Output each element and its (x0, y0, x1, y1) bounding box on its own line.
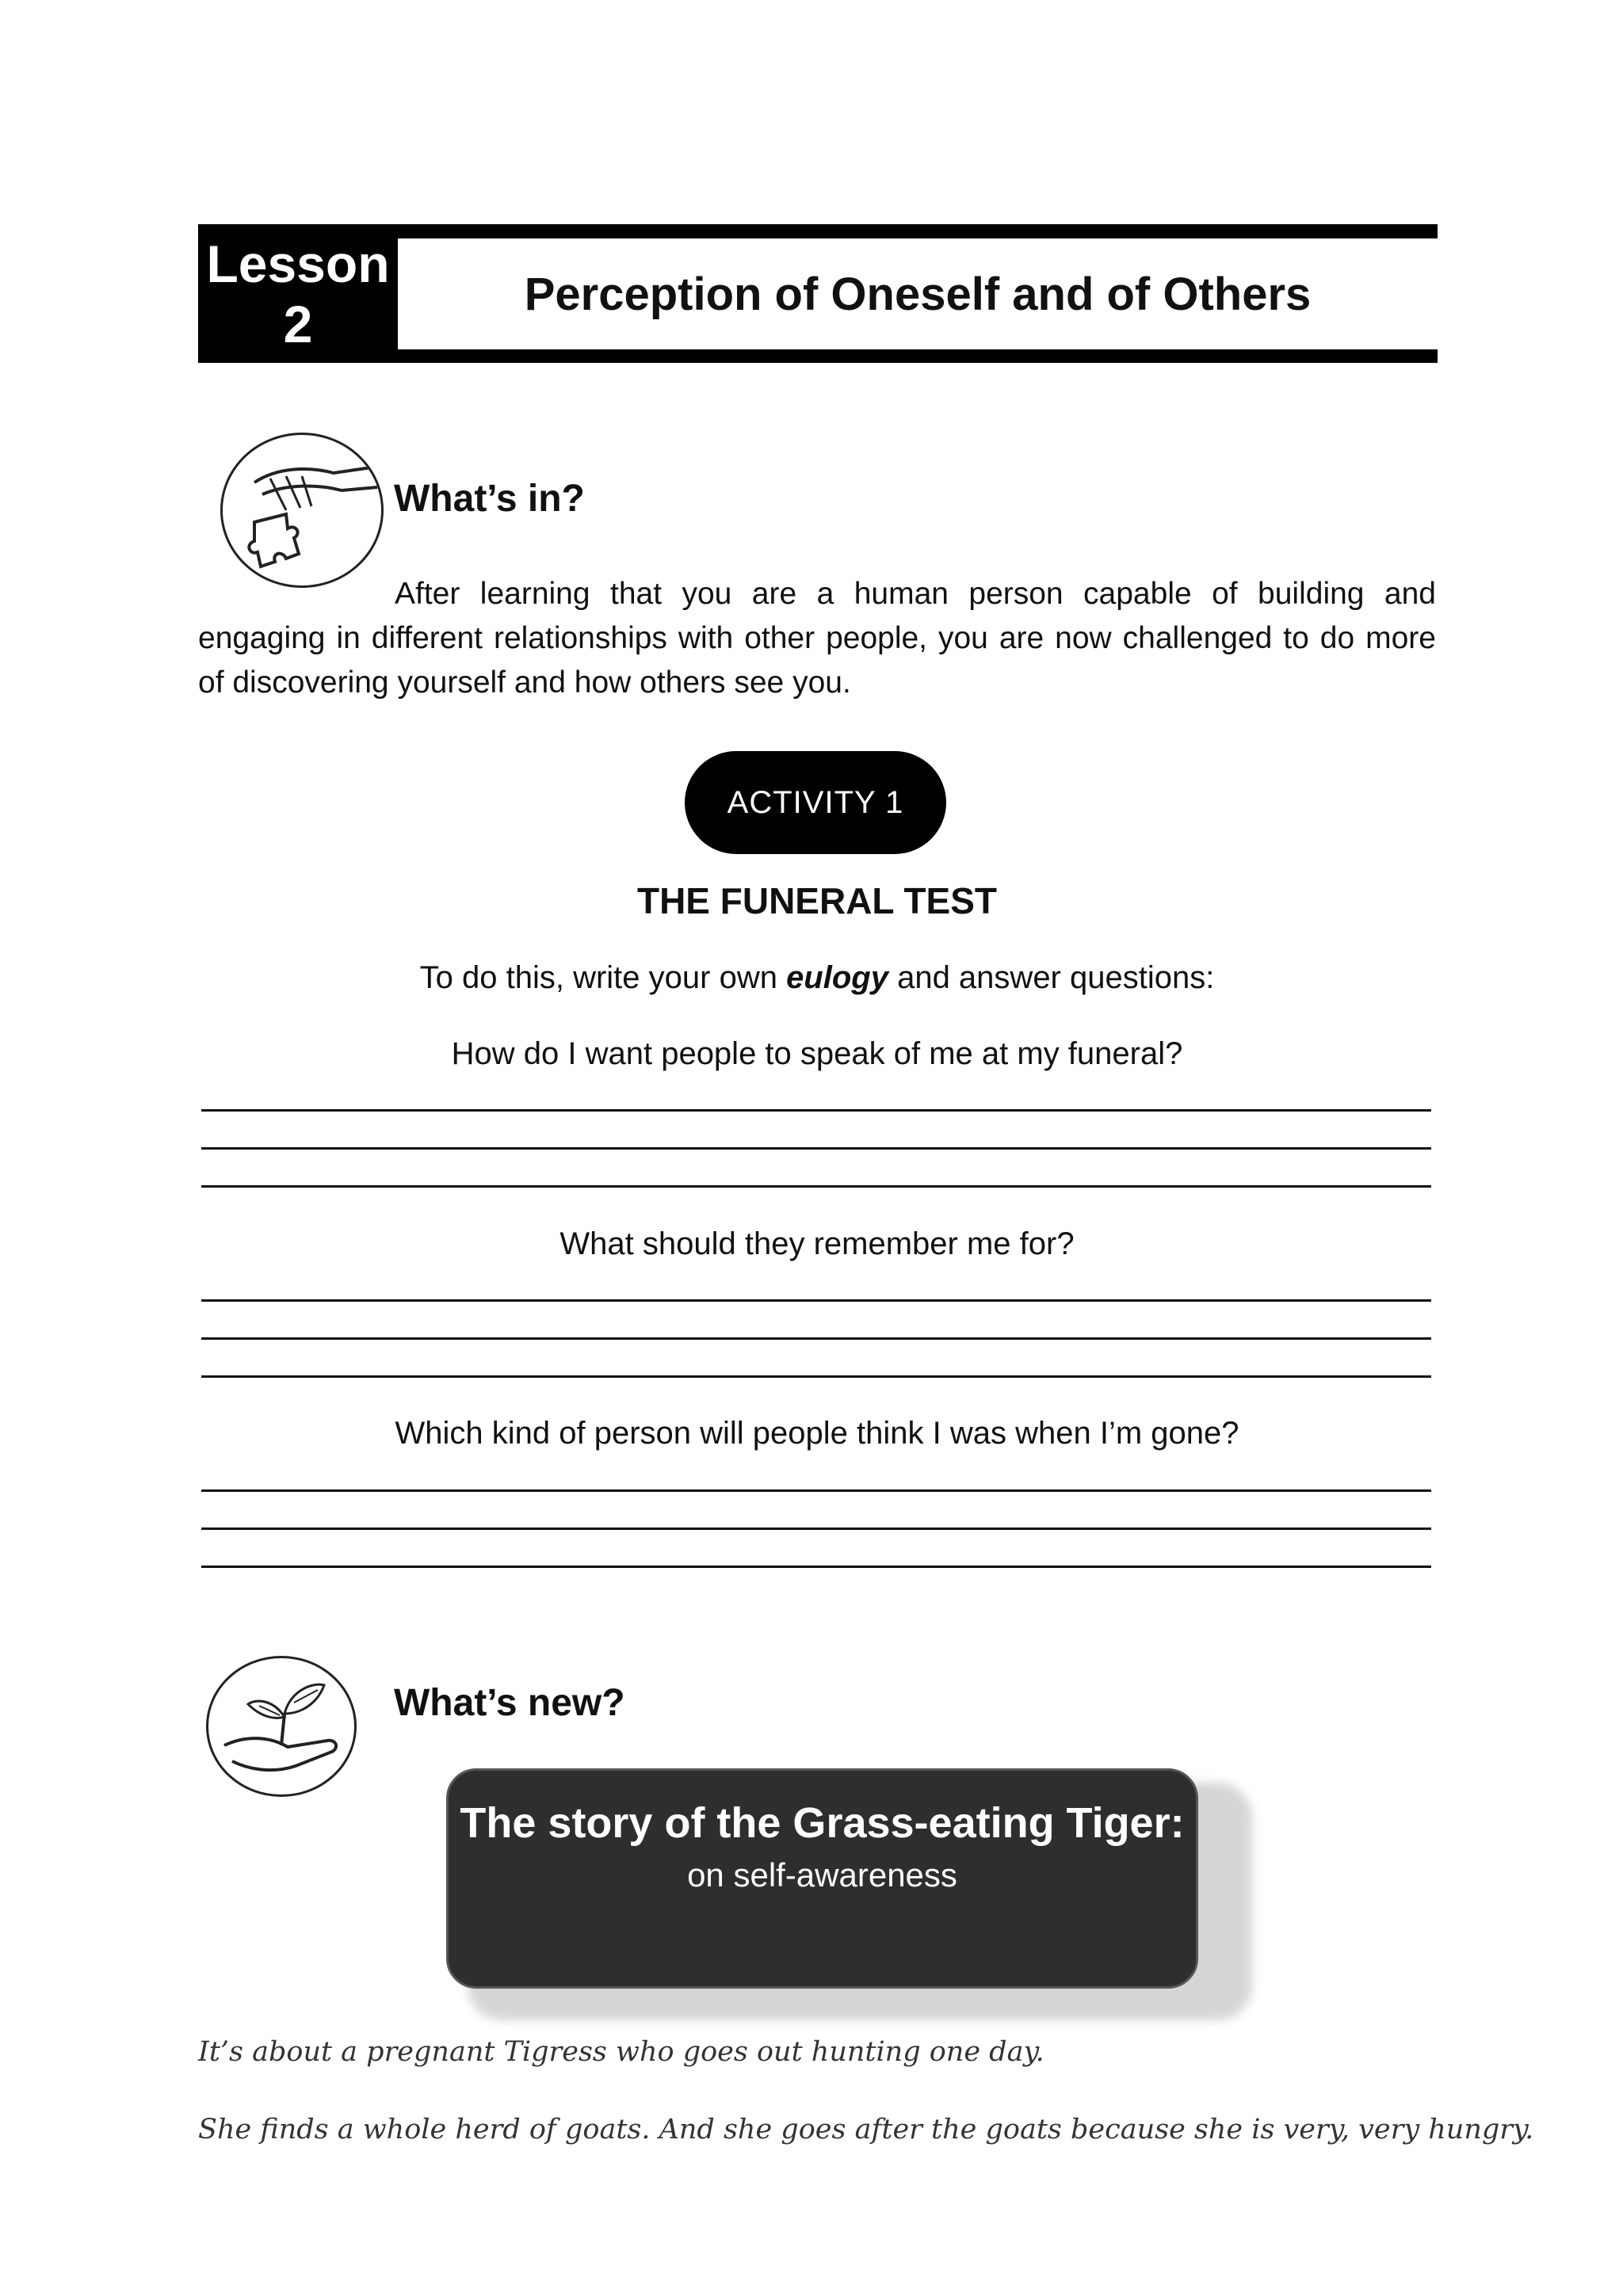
answer-line[interactable] (201, 1147, 1431, 1150)
whats-in-paragraph: After learning that you are a human person capable of building and engaging in different relationships with other people, you are now challenged to do more of discovering yourself and how others see you. (198, 577, 1436, 700)
activity-instruction (198, 960, 1436, 996)
story-title: The story of the Grass-eating Tiger: (460, 1799, 1185, 1847)
story-subtitle: on self-awareness (687, 1856, 957, 1894)
question-2: What should they remember me for? (559, 1226, 1075, 1261)
answer-line[interactable] (201, 1299, 1431, 1302)
activity-title: THE FUNERAL TEST (636, 880, 998, 921)
lesson-title: Perception of Oneself and of Others (524, 268, 1312, 320)
answer-line[interactable] (201, 1375, 1431, 1378)
lesson-label: Lesson (206, 234, 390, 293)
story-title-box (446, 1768, 1198, 1989)
question-3: Which kind of person will people think I was when I’m gone? (395, 1416, 1239, 1451)
lesson-number-badge (198, 224, 398, 363)
instruction-text-end: and answer questions: (888, 960, 1215, 995)
answer-line[interactable] (201, 1185, 1431, 1188)
instruction-text: To do this, write your own (419, 960, 787, 995)
activity-badge: ACTIVITY 1 (685, 751, 946, 854)
hand-sprout-icon (206, 1656, 357, 1797)
title-bottom-rule (398, 349, 1438, 363)
title-top-rule (398, 224, 1438, 238)
story-line-1: It’s about a pregnant Tigress who goes out hunting one day. (198, 2036, 1044, 2068)
story-line-2: She finds a whole herd of goats. And she goes after the goats because she is very, very hungry. (198, 2114, 1534, 2145)
answer-line[interactable] (201, 1566, 1431, 1568)
answer-line[interactable] (201, 1109, 1431, 1112)
answer-line[interactable] (201, 1527, 1431, 1530)
answer-line[interactable] (201, 1489, 1431, 1492)
instruction-emphasis: eulogy (786, 960, 888, 995)
hand-puzzle-icon (220, 433, 384, 588)
whats-new-heading: What’s new? (394, 1682, 625, 1724)
whats-in-heading: What’s in? (394, 478, 585, 520)
answer-line[interactable] (201, 1337, 1431, 1340)
question-1: How do I want people to speak of me at my funeral? (451, 1036, 1183, 1071)
lesson-number: 2 (283, 294, 313, 353)
